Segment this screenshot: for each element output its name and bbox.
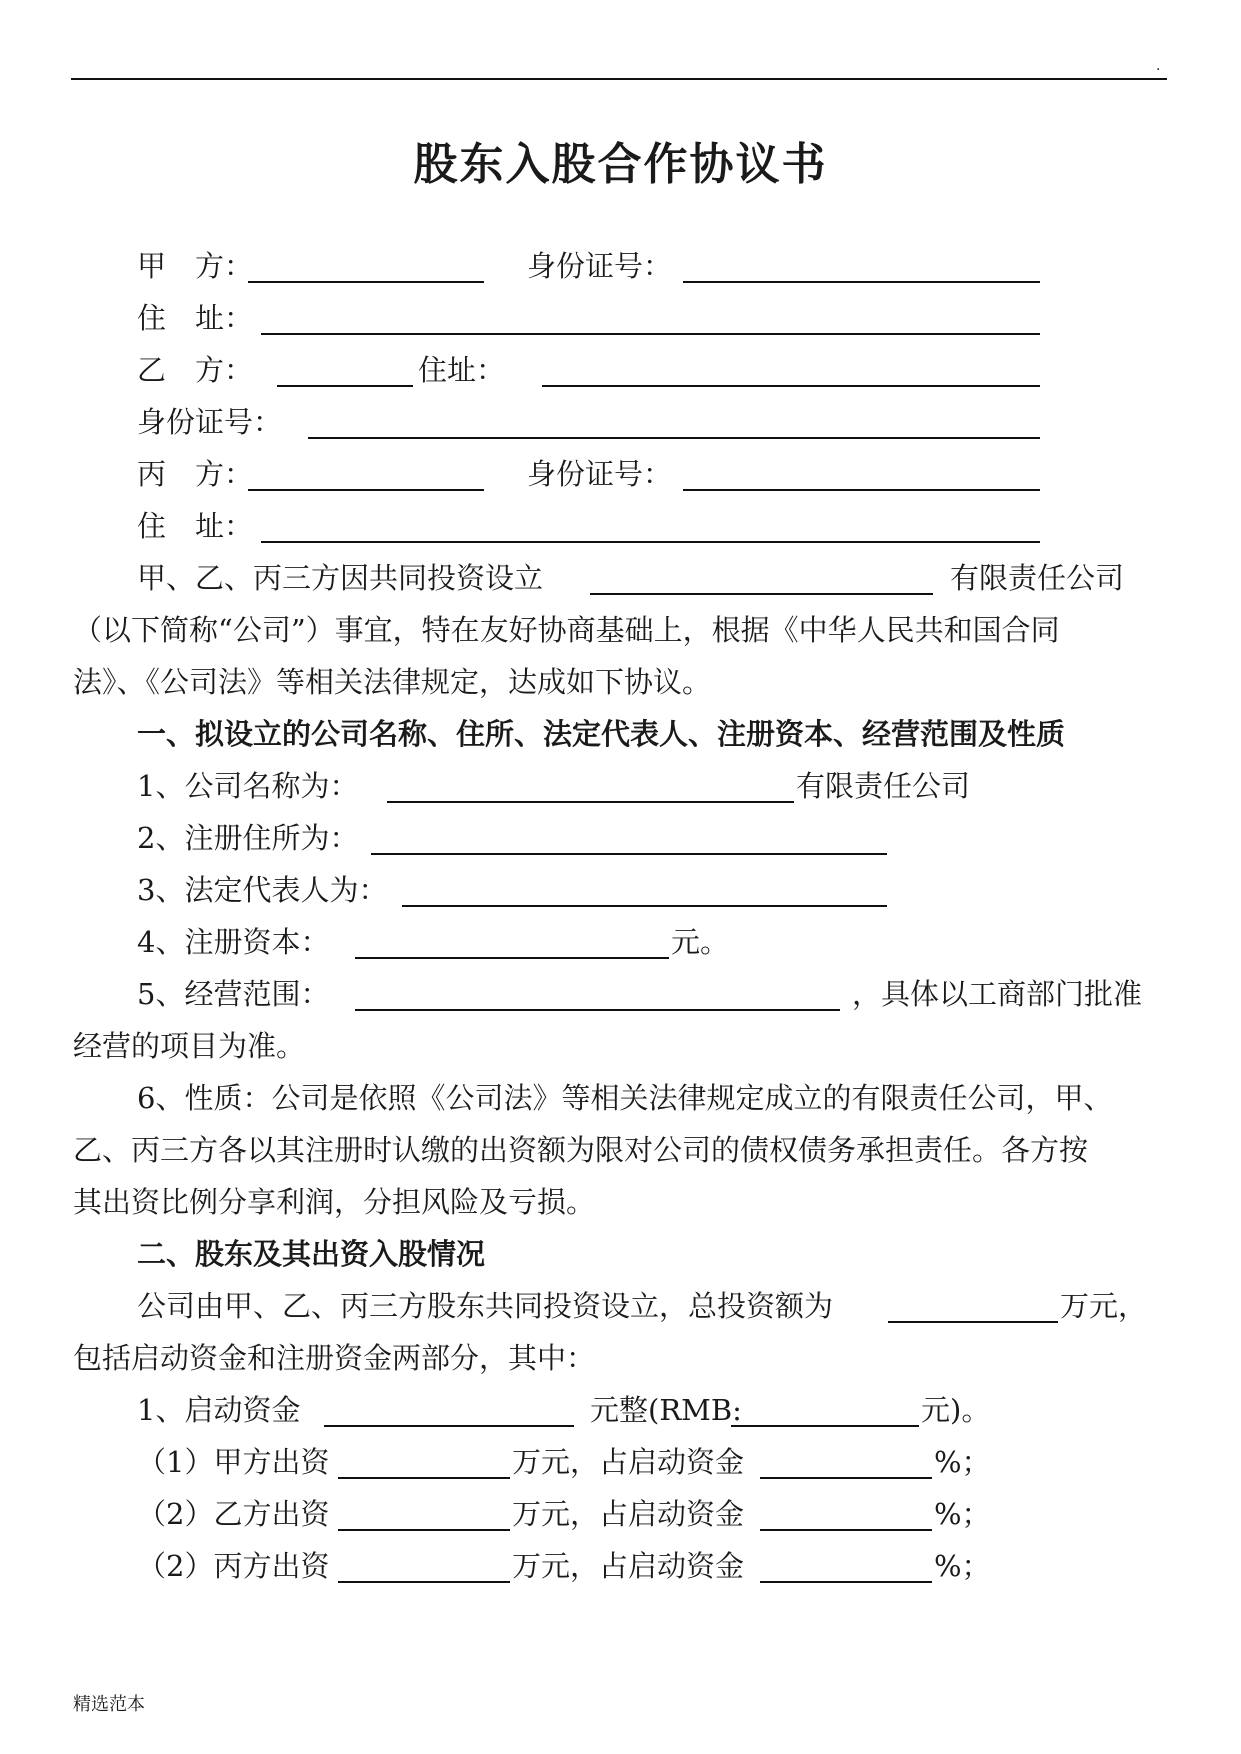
party-b-address-blank[interactable] (542, 385, 1040, 387)
section2-heading: 二、股东及其出资入股情况 (137, 1237, 486, 1271)
row-a-mid: 万元，占启动资金 (512, 1445, 745, 1479)
company-name-blank[interactable] (590, 593, 933, 595)
item1-suffix: 有限责任公司 (796, 769, 971, 803)
party-a-address-blank[interactable] (261, 333, 1040, 335)
party-a-id-label: 身份证号： (527, 249, 673, 283)
item4-suffix: 元。 (671, 925, 730, 959)
header-dot: . (1156, 58, 1161, 74)
start-capital-rmb-blank[interactable] (731, 1425, 919, 1427)
intro-line2: （以下简称“公司”）事宜，特在友好协商基础上，根据《中华人民共和国合同 (73, 613, 1060, 647)
item6-line3: 其出资比例分享利润，分担风险及亏损。 (73, 1185, 596, 1219)
row-b-label: （2）乙方出资 (137, 1497, 330, 1531)
section2-p2: 包括启动资金和注册资金两部分，其中： (73, 1341, 596, 1375)
item5-label: 5、经营范围： (137, 977, 330, 1011)
party-b-name-blank[interactable] (277, 385, 413, 387)
row-c-mid: 万元，占启动资金 (512, 1549, 745, 1583)
item2-address-blank[interactable] (371, 853, 887, 855)
document-title: 股东入股合作协议书 (413, 139, 828, 190)
row-c-percent-blank[interactable] (760, 1581, 932, 1583)
start-capital-mid: 元整(RMB: (590, 1393, 742, 1427)
section2-p1-suffix: 万元， (1060, 1289, 1148, 1323)
row-c-pct: %； (934, 1549, 991, 1583)
row-a-amount-blank[interactable] (338, 1477, 510, 1479)
section1-heading: 一、拟设立的公司名称、住所、法定代表人、注册资本、经营范围及性质 (137, 717, 1066, 751)
row-a-label: （1）甲方出资 (137, 1445, 330, 1479)
party-a-label: 甲 方： (137, 249, 254, 283)
row-b-percent-blank[interactable] (760, 1529, 932, 1531)
party-a-name-blank[interactable] (248, 281, 484, 283)
item5-suffix: ，具体以工商部门批准 (852, 977, 1143, 1011)
item5-scope-blank[interactable] (355, 1009, 840, 1011)
row-b-pct: %； (934, 1497, 991, 1531)
start-capital-suffix: 元)。 (921, 1393, 991, 1427)
item6-line1: 6、性质：公司是依照《公司法》等相关法律规定成立的有限责任公司，甲、 (137, 1081, 1113, 1115)
row-b-amount-blank[interactable] (338, 1529, 510, 1531)
party-a-address-label: 住 址： (137, 301, 254, 335)
item2-label: 2、注册住所为： (137, 821, 359, 855)
party-c-id-label: 身份证号： (527, 457, 673, 491)
party-b-label: 乙 方： (137, 353, 254, 387)
item4-label: 4、注册资本： (137, 925, 330, 959)
intro-line1-suffix: 有限责任公司 (950, 561, 1125, 595)
row-a-percent-blank[interactable] (760, 1477, 932, 1479)
party-c-label: 丙 方： (137, 457, 254, 491)
start-capital-label: 1、启动资金 (137, 1393, 301, 1427)
party-a-id-blank[interactable] (683, 281, 1040, 283)
item4-capital-blank[interactable] (355, 957, 669, 959)
section2-p1-prefix: 公司由甲、乙、丙三方股东共同投资设立，总投资额为 (137, 1289, 834, 1323)
row-b-mid: 万元，占启动资金 (512, 1497, 745, 1531)
row-c-amount-blank[interactable] (338, 1581, 510, 1583)
start-capital-blank[interactable] (324, 1425, 574, 1427)
party-b-address-label: 住址： (418, 353, 506, 387)
party-c-name-blank[interactable] (248, 489, 484, 491)
header-rule (71, 78, 1167, 80)
intro-line3: 法》、《公司法》等相关法律规定，达成如下协议。 (73, 665, 712, 699)
party-c-address-blank[interactable] (261, 541, 1040, 543)
intro-line1-prefix: 甲、乙、丙三方因共同投资设立 (137, 561, 544, 595)
party-c-address-label: 住 址： (137, 509, 254, 543)
total-investment-blank[interactable] (888, 1321, 1058, 1323)
party-b-id-label: 身份证号： (137, 405, 283, 439)
item5-continuation: 经营的项目为准。 (73, 1029, 306, 1063)
item3-label: 3、法定代表人为： (137, 873, 388, 907)
item1-company-name-blank[interactable] (387, 801, 794, 803)
item3-representative-blank[interactable] (402, 905, 887, 907)
row-c-label: （2）丙方出资 (137, 1549, 330, 1583)
row-a-pct: %； (934, 1445, 991, 1479)
item1-label: 1、公司名称为： (137, 769, 359, 803)
item6-line2: 乙、丙三方各以其注册时认缴的出资额为限对公司的债权债务承担责任。各方按 (73, 1133, 1089, 1167)
party-b-id-blank[interactable] (308, 437, 1040, 439)
footer-text: 精选范本 (73, 1694, 145, 1715)
party-c-id-blank[interactable] (683, 489, 1040, 491)
